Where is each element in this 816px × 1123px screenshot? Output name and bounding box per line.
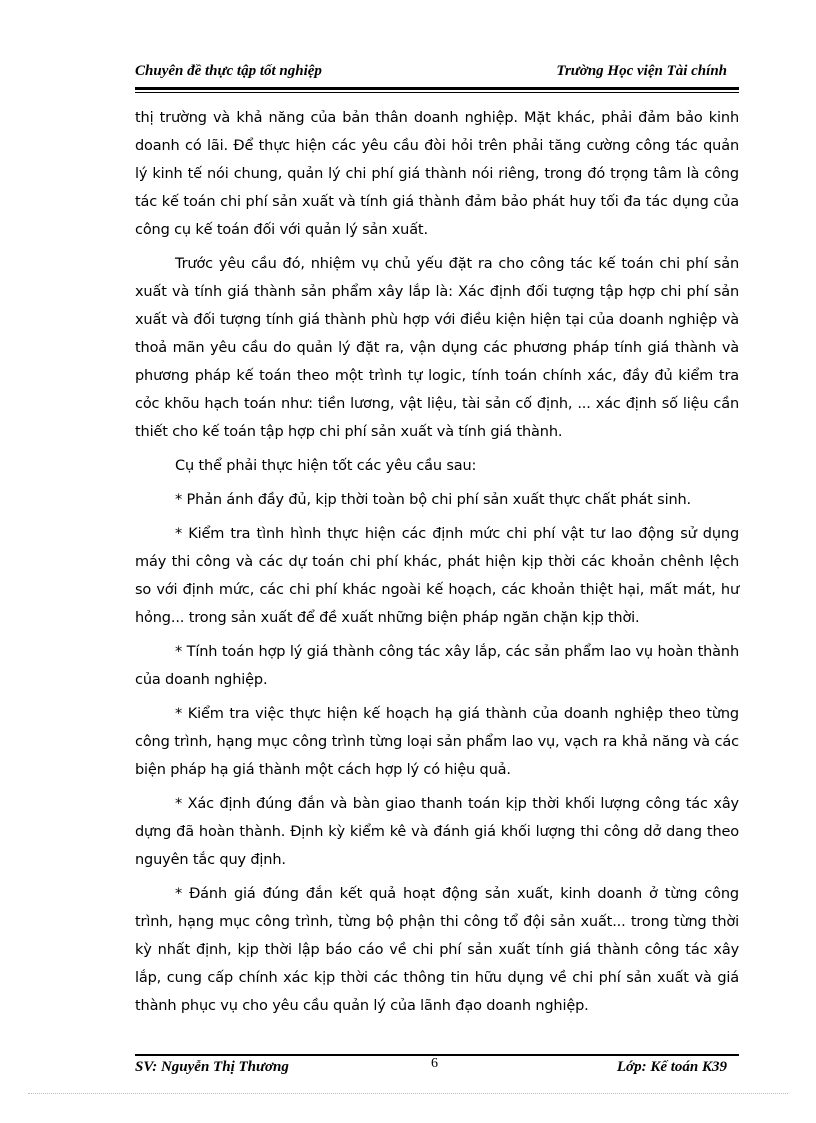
paragraph: * Tính toán hợp lý giá thành công tác xây lắp, các sản phẩm lao vụ hoàn thành của doanh nghiệp. [135,644,739,688]
page-bottom-edge [28,1093,788,1094]
footer-student-name: SV: Nguyễn Thị Thương [135,1059,289,1075]
footer-class-name: Lớp: Kế toán K39 [616,1059,727,1075]
page-number: 6 [431,1056,438,1071]
paragraph: Trước yêu cầu đó, nhiệm vụ chủ yếu đặt ra cho công tác kế toán chi phí sản xuất và tính giá thành sản phẩm xây lắp là: Xác định đối tượng tập hợp chi phí sản xuất và đối tượng tính giá thành phù hợp với điều kiện hiện tại của doanh nghiệp và thoả mãn yêu cầu do quản lý đặt ra, vận dụng các phương pháp tính giá thành và phương pháp kế toán theo một trình tự logic, tính toán chính xác, đầy đủ kiểm tra cỏc khõu hạch toán như: tiền lương, vật liệu, tài sản cố định, ... xác định số liệu cần thiết cho kế toán tập hợp chi phí sản xuất và tính giá thành. [135,256,739,440]
header-divider [135,87,739,93]
page-header [135,63,737,80]
paragraph: * Kiểm tra việc thực hiện kế hoạch hạ giá thành của doanh nghiệp theo từng công trình, hạng mục công trình từng loại sản phẩm lao vụ, vạch ra khả năng và các biện pháp hạ giá thành một cách hợp lý có hiệu quả. [135,706,739,778]
document-body [135,104,739,1026]
paragraph: Cụ thể phải thực hiện tốt các yêu cầu sau: [175,458,477,474]
header-title-right: Trường Học viện Tài chính [556,63,727,79]
paragraph: * Kiểm tra tình hình thực hiện các định mức chi phí vật tư lao động sử dụng máy thi công và các dự toán chi phí khác, phát hiện kịp thời các khoản chênh lệch so với định mức, các chi phí khác ngoài kế hoạch, các khoản thiệt hại, mất mát, hư hỏng... trong sản xuất để đề xuất những biện pháp ngăn chặn kịp thời. [135,526,739,626]
paragraph: * Đánh giá đúng đắn kết quả hoạt động sản xuất, kinh doanh ở từng công trình, hạng mục công trình, từng bộ phận thi công tổ đội sản xuất... trong từng thời kỳ nhất định, kịp thời lập báo cáo về chi phí sản xuất tính giá thành công tác xây lắp, cung cấp chính xác kịp thời các thông tin hữu dụng về chi phí sản xuất và giá thành phục vụ cho yêu cầu quản lý của lãnh đạo doanh nghiệp. [135,886,739,1014]
header-title-left: Chuyên đề thực tập tốt nghiệp [135,63,322,79]
paragraph: * Xác định đúng đắn và bàn giao thanh toán kịp thời khối lượng công tác xây dựng đã hoàn thành. Định kỳ kiểm kê và đánh giá khối lượng thi công dở dang theo nguyên tắc quy định. [135,796,739,868]
paragraph: thị trường và khả năng của bản thân doanh nghiệp. Mặt khác, phải đảm bảo kinh doanh có lãi. Để thực hiện các yêu cầu đòi hỏi trên phải tăng cường công tác quản lý kinh tế nói chung, quản lý chi phí giá thành nói riêng, trong đó trọng tâm là công tác kế toán chi phí sản xuất và tính giá thành đảm bảo phát huy tối đa tác dụng của công cụ kế toán đối với quản lý sản xuất. [135,110,739,238]
paragraph: * Phản ánh đầy đủ, kịp thời toàn bộ chi phí sản xuất thực chất phát sinh. [175,492,691,508]
